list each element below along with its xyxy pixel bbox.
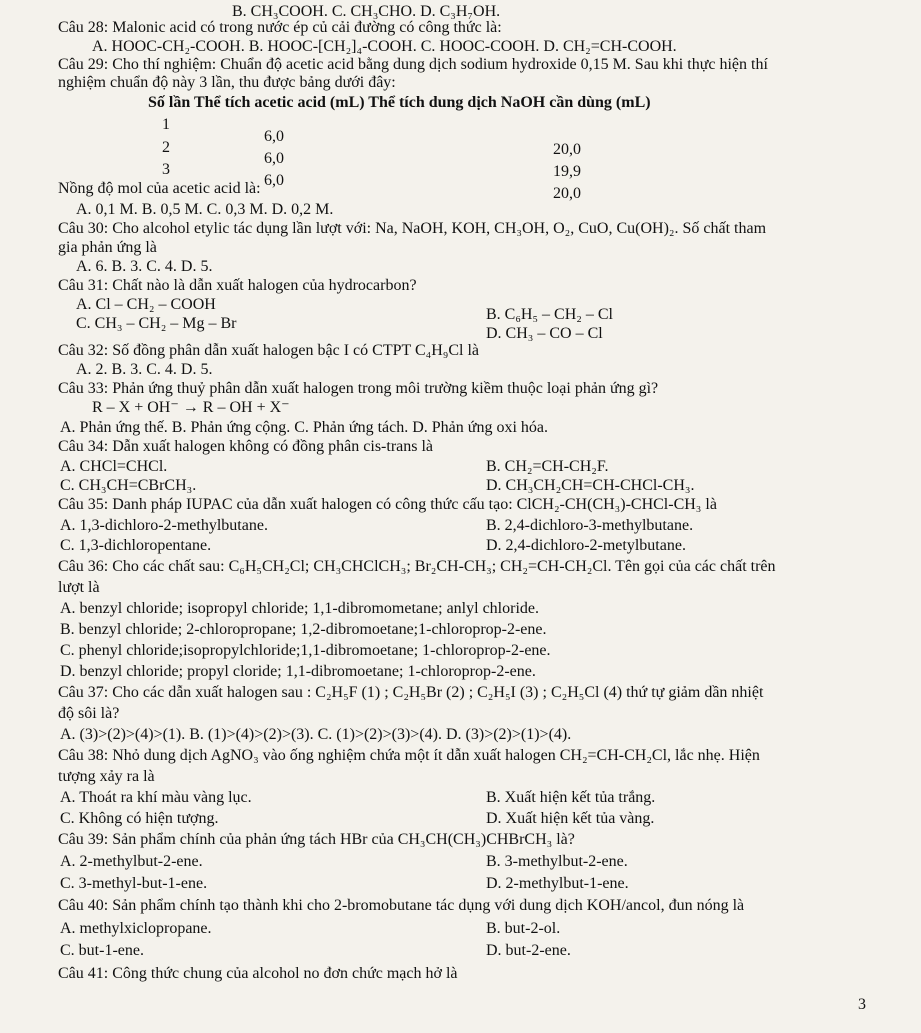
text-line: B. CH₃COOH. C. CH₃CHO. D. C₃H₇OH.: [232, 3, 501, 20]
text-line: lượt là: [58, 579, 100, 596]
text-line: D. 2-methylbut-1-ene.: [486, 875, 629, 892]
text-line: 6,0: [264, 172, 284, 189]
text-line: Câu 29: Cho thí nghiệm: Chuẩn độ acetic acid bằng dung dịch sodium hydroxide 0,15 M. Sau khi thực hiện thí: [58, 56, 768, 73]
text-line: Câu 33: Phản ứng thuỷ phân dẫn xuất halogen trong môi trường kiềm thuộc loại phản ứng gì?: [58, 380, 659, 397]
text-line: Câu 31: Chất nào là dẫn xuất halogen của hydrocarbon?: [58, 277, 417, 294]
text-line: D. 2,4-dichloro-2-metylbutane.: [486, 537, 686, 554]
text-line: 6,0: [264, 128, 284, 145]
text-line: Câu 32: Số đồng phân dẫn xuất halogen bậc I có CTPT C₄H₉Cl là: [58, 342, 480, 359]
text-line: B. Xuất hiện kết tủa trắng.: [486, 789, 656, 806]
text-line: C. 3-methyl-but-1-ene.: [60, 875, 208, 892]
text-line: A. (3)>(2)>(4)>(1). B. (1)>(4)>(2)>(3). C. (1)>(2)>(3)>(4). D. (3)>(2)>(1)>(4).: [60, 726, 572, 743]
text-line: Số lần Thể tích acetic acid (mL) Thể tích dung dịch NaOH cần dùng (mL): [148, 94, 651, 111]
text-line: 20,0: [553, 185, 581, 202]
text-line: Câu 28: Malonic acid có trong nước ép củ cải đường có công thức là:: [58, 19, 502, 36]
text-line: 3: [162, 161, 170, 178]
text-line: B. 3-methylbut-2-ene.: [486, 853, 628, 870]
text-line: C. phenyl chloride;isopropylchloride;1,1-dibromoetane; 1-chloroprop-2-ene.: [60, 642, 551, 659]
text-line: gia phản ứng là: [58, 239, 157, 256]
text-line: Câu 38: Nhỏ dung dịch AgNO₃ vào ống nghiệm chứa một ít dẫn xuất halogen CH₂=CH-CH₂Cl, lắc nhẹ. Hiện: [58, 747, 760, 764]
text-line: D. benzyl chloride; propyl cloride; 1,1-dibromoetane; 1-chloroprop-2-ene.: [60, 663, 536, 680]
text-line: B. CH₂=CH-CH₂F.: [486, 458, 609, 475]
text-line: C. Không có hiện tượng.: [60, 810, 219, 827]
text-line: Nồng độ mol của acetic acid là:: [58, 180, 261, 197]
text-line: D. CH₃CH₂CH=CH-CHCl-CH₃.: [486, 477, 695, 494]
page-number: 3: [858, 996, 866, 1013]
text-line: 19,9: [553, 163, 581, 180]
text-line: Câu 37: Cho các dẫn xuất halogen sau : C₂H₅F (1) ; C₂H₅Br (2) ; C₂H₅I (3) ; C₂H₅Cl (4) thứ tự giảm dần nhiệt: [58, 684, 764, 701]
text-line: A. Cl – CH₂ – COOH: [76, 296, 216, 313]
text-line: 20,0: [553, 141, 581, 158]
text-line: A. Thoát ra khí màu vàng lục.: [60, 789, 252, 806]
text-line: C. but-1-ene.: [60, 942, 144, 959]
text-line: A. 2. B. 3. C. 4. D. 5.: [76, 361, 213, 378]
text-line: A. 6. B. 3. C. 4. D. 5.: [76, 258, 213, 275]
text-line: D. but-2-ene.: [486, 942, 571, 959]
text-line: B. 2,4-dichloro-3-methylbutane.: [486, 517, 694, 534]
text-line: A. 0,1 M. B. 0,5 M. C. 0,3 M. D. 0,2 M.: [76, 201, 334, 218]
text-line: 1: [162, 116, 170, 133]
text-line: A. HOOC-CH₂-COOH. B. HOOC-[CH₂]₄-COOH. C. HOOC-COOH. D. CH₂=CH-COOH.: [92, 38, 677, 55]
text-line: Câu 35: Danh pháp IUPAC của dẫn xuất halogen có công thức cấu tạo: ClCH₂-CH(CH₃)-CHCl-CH₃ là: [58, 496, 717, 513]
text-line: Câu 40: Sản phẩm chính tạo thành khi cho 2-bromobutane tác dụng với dung dịch KOH/ancol, đun nóng là: [58, 897, 745, 914]
text-line: Câu 36: Cho các chất sau: C₆H₅CH₂Cl; CH₃CHClCH₃; Br₂CH-CH₃; CH₂=CH-CH₂Cl. Tên gọi của các chất trên: [58, 558, 776, 575]
text-line: B. C₆H₅ – CH₂ – Cl: [486, 306, 613, 323]
text-line: A. CHCl=CHCl.: [60, 458, 168, 475]
text-line: A. Phản ứng thế. B. Phản ứng cộng. C. Phản ứng tách. D. Phản ứng oxi hóa.: [60, 419, 548, 436]
text-line: A. methylxiclopropane.: [60, 920, 212, 937]
text-line: B. benzyl chloride; 2-chloropropane; 1,2-dibromoetane;1-chloroprop-2-ene.: [60, 621, 547, 638]
text-line: D. CH₃ – CO – Cl: [486, 325, 603, 342]
text-line: A. 1,3-dichloro-2-methylbutane.: [60, 517, 268, 534]
text-line: 2: [162, 139, 170, 156]
text-line: Câu 34: Dẫn xuất halogen không có đồng phân cis-trans là: [58, 438, 434, 455]
text-line: 6,0: [264, 150, 284, 167]
text-line: C. 1,3-dichloropentane.: [60, 537, 212, 554]
text-line: C. CH₃CH=CBrCH₃.: [60, 477, 197, 494]
text-line: tượng xảy ra là: [58, 768, 155, 785]
text-line: Câu 39: Sản phẩm chính của phản ứng tách HBr của CH₃CH(CH₃)CHBrCH₃ là?: [58, 831, 575, 848]
text-line: nghiệm chuẩn độ này 3 lần, thu được bảng dưới đây:: [58, 74, 396, 91]
text-line: B. but-2-ol.: [486, 920, 561, 937]
text-line: Câu 41: Công thức chung của alcohol no đơn chức mạch hở là: [58, 965, 458, 982]
text-line: Câu 30: Cho alcohol etylic tác dụng lần lượt với: Na, NaOH, KOH, CH₃OH, O₂, CuO, Cu(OH)₂. Số chất tham: [58, 220, 767, 237]
text-line: độ sôi là?: [58, 705, 120, 722]
text-line: R – X + OH⁻ → R – OH + X⁻: [92, 399, 290, 416]
text-line: A. benzyl chloride; isopropyl chloride; 1,1-dibromometane; anlyl chloride.: [60, 600, 539, 617]
text-line: C. CH₃ – CH₂ – Mg – Br: [76, 315, 237, 332]
text-line: A. 2-methylbut-2-ene.: [60, 853, 203, 870]
text-line: D. Xuất hiện kết tủa vàng.: [486, 810, 655, 827]
